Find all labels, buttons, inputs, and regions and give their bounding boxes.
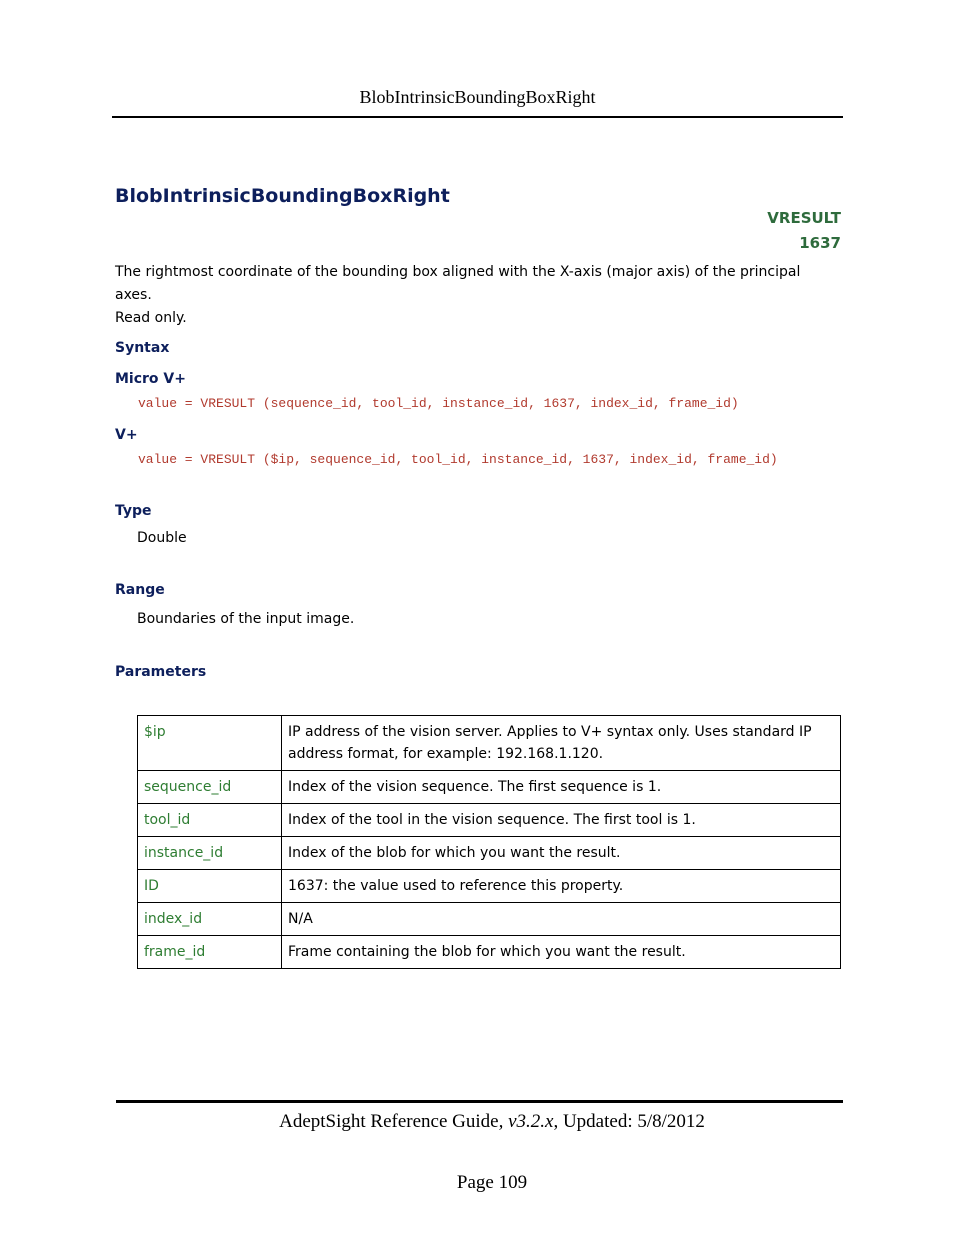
param-name: instance_id [138, 837, 282, 870]
param-name: sequence_id [138, 771, 282, 804]
header-rule [112, 116, 843, 118]
parameters-table [137, 715, 841, 969]
syntax-heading: Syntax [115, 340, 170, 356]
running-header: BlobIntrinsicBoundingBoxRight [359, 87, 596, 107]
param-name: ID [138, 870, 282, 903]
microv-heading: Micro V+ [115, 371, 186, 387]
table-row [138, 837, 841, 870]
param-description: 1637: the value used to reference this property. [282, 870, 841, 903]
type-heading: Type [115, 503, 152, 519]
param-description: N/A [282, 903, 841, 936]
vresult-code: 1637 [799, 234, 841, 252]
description [115, 261, 835, 330]
footer-guide-info [116, 1111, 868, 1133]
param-name: tool_id [138, 804, 282, 837]
param-description: Frame containing the blob for which you want the result. [282, 936, 841, 969]
footer-rule [116, 1100, 843, 1103]
table-row [138, 903, 841, 936]
table-row [138, 771, 841, 804]
description-line-1: The rightmost coordinate of the bounding box aligned with the X-axis (major axis) of the principal axes. [115, 264, 801, 303]
param-name: index_id [138, 903, 282, 936]
table-row [138, 936, 841, 969]
type-value: Double [137, 530, 187, 546]
page-number: Page 109 [456, 1172, 528, 1193]
footer-updated: , Updated: 5/8/2012 [553, 1111, 705, 1132]
table-row [138, 804, 841, 837]
footer-guide-name: AdeptSight Reference Guide [279, 1111, 499, 1132]
parameters-heading: Parameters [115, 664, 207, 680]
footer-version: , v3.2.x [498, 1111, 554, 1132]
vplus-heading: V+ [115, 427, 138, 443]
param-description: Index of the tool in the vision sequence. The first tool is 1. [282, 804, 841, 837]
microv-code: value = VRESULT (sequence_id, tool_id, instance_id, 1637, index_id, frame_id) [138, 396, 739, 411]
param-name: frame_id [138, 936, 282, 969]
table-row [138, 870, 841, 903]
param-name: $ip [138, 716, 282, 771]
vplus-code: value = VRESULT ($ip, sequence_id, tool_id, instance_id, 1637, index_id, frame_id) [138, 452, 778, 467]
range-value: Boundaries of the input image. [137, 611, 355, 627]
table-row [138, 716, 841, 771]
vresult-label: VRESULT [767, 209, 841, 227]
description-line-2: Read only. [115, 310, 187, 326]
param-description: Index of the blob for which you want the result. [282, 837, 841, 870]
param-description: IP address of the vision server. Applies to V+ syntax only. Uses standard IP address format, for example: 192.168.1.120. [282, 716, 841, 771]
param-description: Index of the vision sequence. The first sequence is 1. [282, 771, 841, 804]
page-title: BlobIntrinsicBoundingBoxRight [115, 185, 450, 207]
range-heading: Range [115, 582, 165, 598]
